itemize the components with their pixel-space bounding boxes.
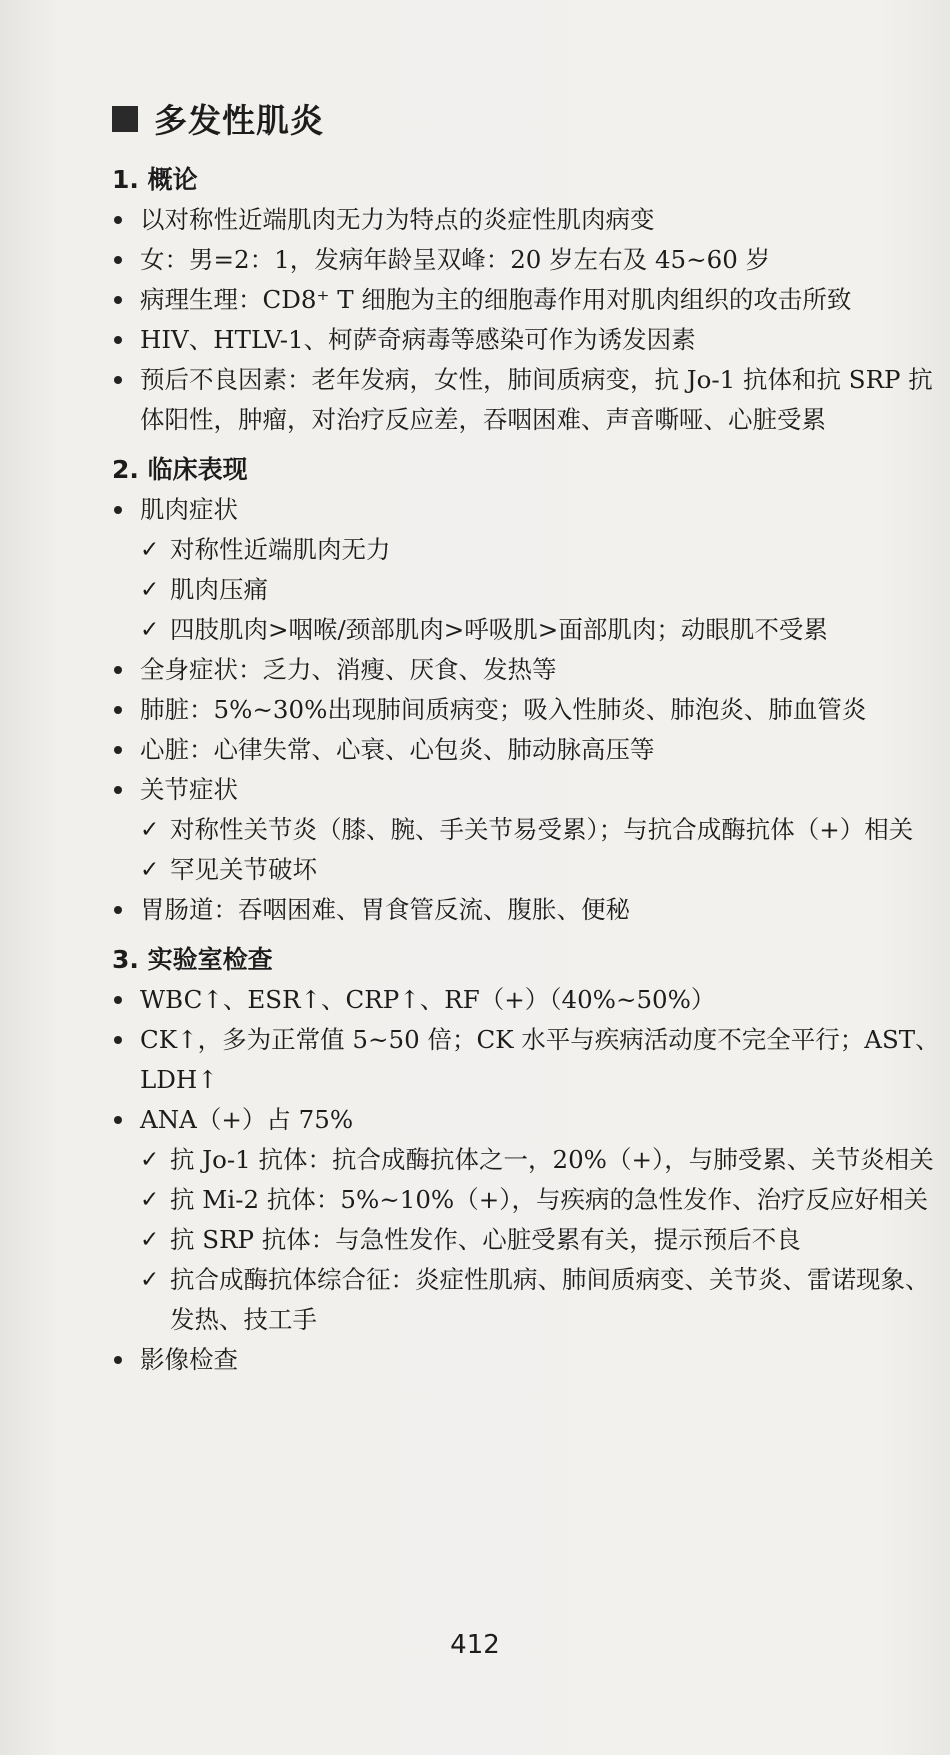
sub-item (112, 850, 942, 890)
bullet-icon (114, 906, 122, 914)
page-number: 412 (450, 1630, 500, 1660)
section-heading: 3. 实验室检查 (112, 945, 273, 974)
page-title: 多发性肌炎 (154, 101, 324, 140)
sub-item (112, 1260, 942, 1340)
sub-item-text: 抗 SRP 抗体：与急性发作、心脏受累有关，提示预后不良 (170, 1225, 801, 1254)
list-item (112, 650, 942, 690)
bullet-icon (114, 506, 122, 514)
sub-item-text: 抗合成酶抗体综合征：炎症性肌病、肺间质病变、关节炎、雷诺现象、发热、技工手 (170, 1265, 930, 1334)
bullet-icon (114, 296, 122, 304)
bullet-icon (114, 706, 122, 714)
checkmark-icon: ✓ (140, 857, 160, 883)
list-item (112, 360, 942, 440)
sub-item (112, 810, 942, 850)
list-item-text: 全身症状：乏力、消瘦、厌食、发热等 (140, 655, 557, 684)
list-item (112, 980, 942, 1020)
list-item-text: 关节症状 (140, 775, 238, 804)
checkmark-icon: ✓ (140, 617, 160, 643)
bullet-icon (114, 666, 122, 674)
sub-item (112, 1220, 942, 1260)
checkmark-icon: ✓ (140, 817, 160, 843)
sub-item (112, 1180, 942, 1220)
sub-item-text: 罕见关节破坏 (170, 855, 317, 884)
content-body (112, 160, 942, 1380)
list-item (112, 690, 942, 730)
bullet-icon (114, 996, 122, 1004)
list-item-text: 影像检查 (140, 1345, 238, 1374)
sub-item-text: 对称性近端肌肉无力 (170, 535, 391, 564)
list-item-text: 女：男=2：1，发病年龄呈双峰：20 岁左右及 45~60 岁 (140, 245, 771, 274)
checkmark-icon: ✓ (140, 1227, 160, 1253)
list-item (112, 1340, 942, 1380)
sub-item-text: 对称性关节炎（膝、腕、手关节易受累）；与抗合成酶抗体（+）相关 (170, 815, 914, 844)
sub-item (112, 570, 942, 610)
sub-item-text: 四肢肌肉>咽喉/颈部肌肉>呼吸肌>面部肌肉；动眼肌不受累 (170, 615, 828, 644)
sub-item (112, 530, 942, 570)
bullet-icon (114, 376, 122, 384)
list-item (112, 770, 942, 810)
bullet-icon (114, 786, 122, 794)
section-heading: 1. 概论 (112, 165, 198, 194)
list-item (112, 280, 942, 320)
list-item (112, 490, 942, 530)
bullet-icon (114, 1116, 122, 1124)
bullet-icon (114, 256, 122, 264)
list-item-text: CK↑，多为正常值 5~50 倍；CK 水平与疾病活动度不完全平行；AST、LDH↑ (140, 1025, 940, 1094)
list-item-text: WBC↑、ESR↑、CRP↑、RF（+）（40%~50%） (140, 985, 716, 1014)
sub-item (112, 610, 942, 650)
checkmark-icon: ✓ (140, 577, 160, 603)
list-item-text: ANA（+）占 75% (140, 1105, 354, 1134)
section-heading: 2. 临床表现 (112, 455, 248, 484)
list-item-text: HIV、HTLV-1、柯萨奇病毒等感染可作为诱发因素 (140, 325, 696, 354)
bullet-icon (114, 336, 122, 344)
bullet-icon (114, 1036, 122, 1044)
list-item-text: 预后不良因素：老年发病，女性，肺间质病变，抗 Jo-1 抗体和抗 SRP 抗体阳性，肿瘤，对治疗反应差，吞咽困难、声音嘶哑、心脏受累 (140, 365, 933, 434)
list-item-text: 心脏：心律失常、心衰、心包炎、肺动脉高压等 (140, 735, 655, 764)
list-item-text: 病理生理：CD8⁺ T 细胞为主的细胞毒作用对肌肉组织的攻击所致 (140, 285, 852, 314)
sub-item-text: 抗 Mi-2 抗体：5%~10%（+），与疾病的急性发作、治疗反应好相关 (170, 1185, 928, 1214)
list-item (112, 1100, 942, 1140)
list-item-text: 以对称性近端肌肉无力为特点的炎症性肌肉病变 (140, 205, 655, 234)
list-item (112, 240, 942, 280)
sub-item (112, 1140, 942, 1180)
bullet-icon (114, 1356, 122, 1364)
bullet-icon (114, 746, 122, 754)
list-item (112, 200, 942, 240)
bullet-icon (114, 216, 122, 224)
list-item-text: 肺脏：5%~30%出现肺间质病变；吸入性肺炎、肺泡炎、肺血管炎 (140, 695, 867, 724)
title-square-marker (112, 106, 138, 132)
checkmark-icon: ✓ (140, 1267, 160, 1293)
list-item-text: 肌肉症状 (140, 495, 238, 524)
checkmark-icon: ✓ (140, 1187, 160, 1213)
sub-item-text: 抗 Jo-1 抗体：抗合成酶抗体之一，20%（+），与肺受累、关节炎相关 (170, 1145, 934, 1174)
list-item (112, 1020, 942, 1100)
checkmark-icon: ✓ (140, 537, 160, 563)
list-item-text: 胃肠道：吞咽困难、胃食管反流、腹胀、便秘 (140, 895, 630, 924)
title-row (112, 95, 324, 142)
list-item (112, 890, 942, 930)
sub-item-text: 肌肉压痛 (170, 575, 268, 604)
list-item (112, 730, 942, 770)
list-item (112, 320, 942, 360)
checkmark-icon: ✓ (140, 1147, 160, 1173)
